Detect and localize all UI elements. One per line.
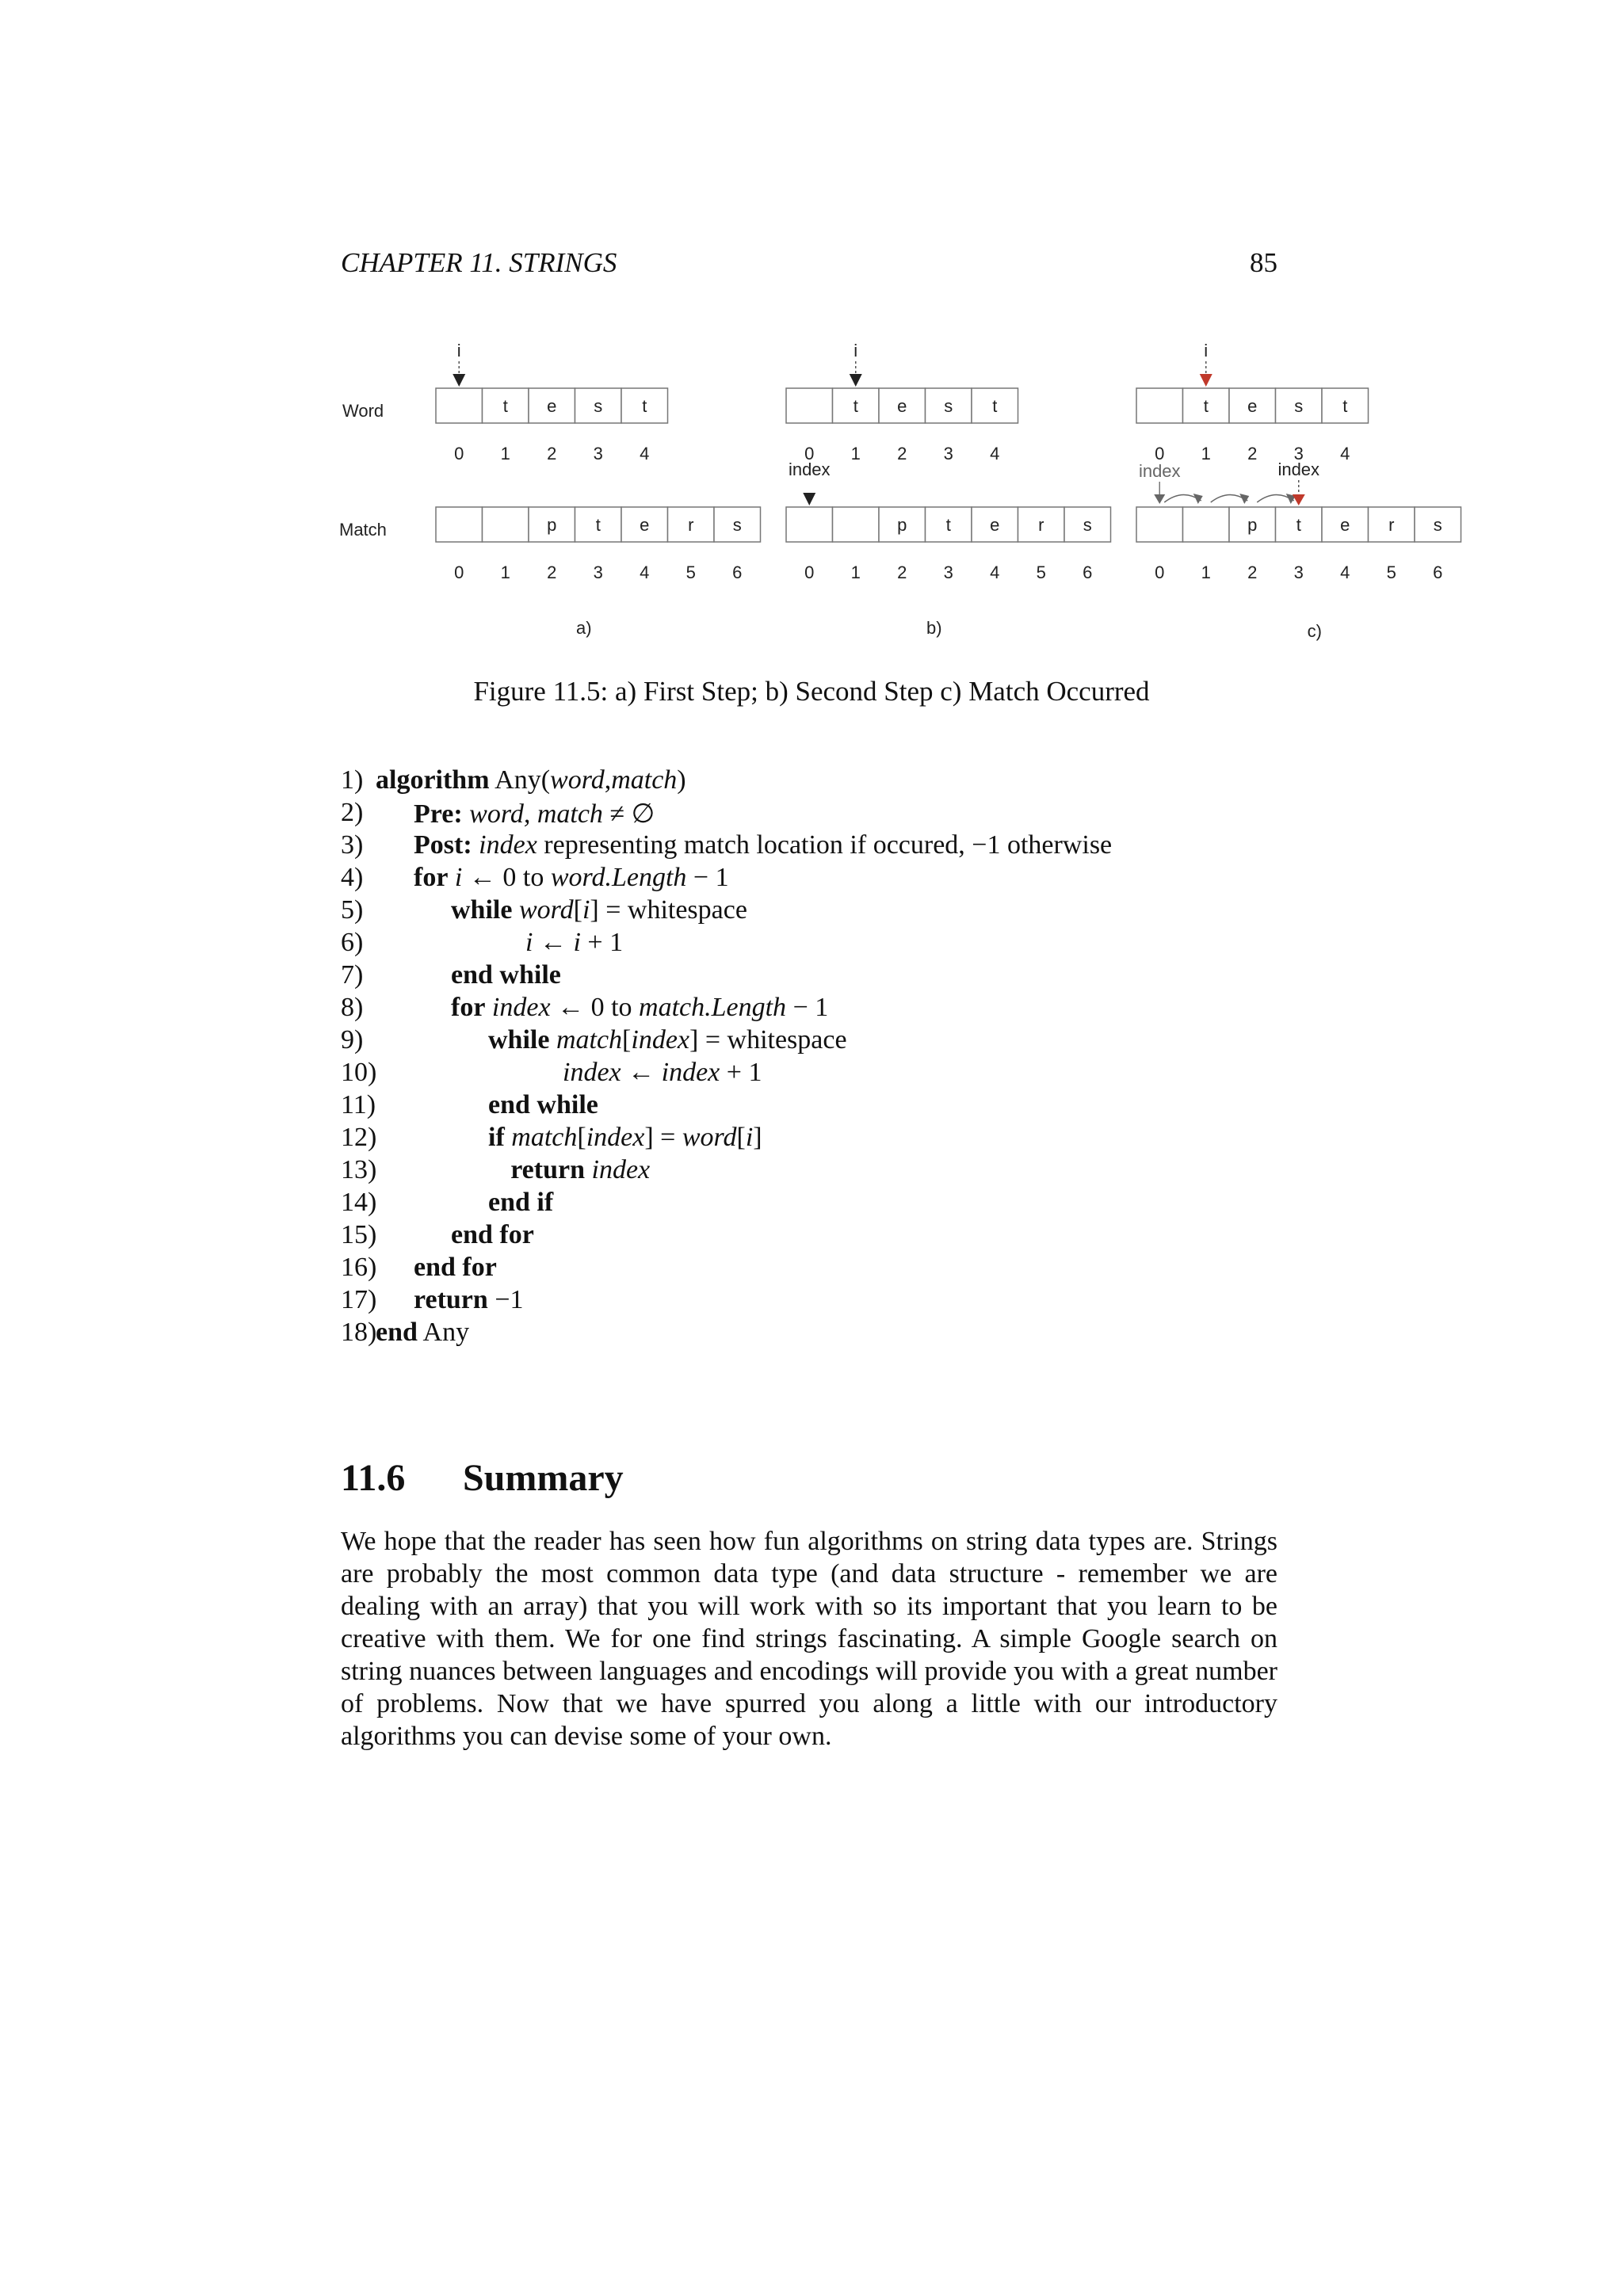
section-heading [341,1456,624,1500]
math-variable: index [591,1155,651,1184]
math-variable: word, match [469,799,603,829]
match-index-label: 1 [1201,563,1211,582]
algorithm-line [341,960,1371,993]
code-text: representing match location if occured, −1 otherwise [537,830,1113,860]
panel-label: b) [926,618,942,638]
code-text: Any [417,1318,470,1347]
algorithm-line [341,1090,1371,1123]
algorithm-line [341,1155,1371,1188]
word-row-label: Word [342,401,384,421]
line-text [451,1220,534,1250]
algorithm-line [341,1025,1371,1058]
line-text [414,798,655,830]
word-index-label: 4 [1340,444,1350,463]
i-pointer-label: i [1204,341,1209,360]
algorithm-line [341,1253,1371,1285]
line-number: 14) [341,1188,377,1217]
match-cell-char: t [595,515,601,535]
word-cell [436,388,483,423]
algorithm-listing [341,765,1371,1350]
math-variable: match [556,1025,623,1055]
keyword: if [488,1123,505,1152]
algorithm-line [341,1058,1371,1090]
line-number: 12) [341,1123,377,1152]
math-variable: index [661,1058,720,1087]
word-index-label: 4 [990,444,1000,463]
math-variable: match [511,1123,578,1152]
match-cell-char: t [1296,515,1301,535]
word-index-label: 0 [454,444,464,463]
code-text: [ [573,895,582,925]
i-pointer-arrow [453,374,465,387]
math-variable: index [586,1123,645,1152]
line-text [488,1188,553,1218]
code-text: −1 [487,1285,524,1314]
match-cell-char: e [1340,515,1350,535]
running-header [341,247,1277,287]
line-number: 16) [341,1253,377,1282]
index-pointer-label: index [1277,460,1320,479]
line-number: 7) [341,960,364,990]
line-text [563,1058,762,1088]
keyword: end if [488,1188,554,1217]
chapter-title: CHAPTER 11. STRINGS [341,247,617,278]
word-cell-char: e [897,396,907,416]
algorithm-line [341,1285,1371,1318]
algorithm-line [341,863,1371,895]
math-variable: word [550,765,605,795]
line-number: 6) [341,928,364,957]
code-text: [ [736,1123,746,1152]
math-variable: index [491,993,551,1022]
i-pointer-arrow [1200,374,1212,387]
line-number: 8) [341,993,364,1022]
match-index-label: 0 [454,563,464,582]
word-cell-char: e [1247,396,1258,416]
line-text [414,863,729,893]
code-text: ] = whitespace [590,895,747,925]
math-variable: i [454,863,463,892]
algorithm-line [341,798,1371,830]
line-text [451,960,561,990]
code-text: − 1 [686,863,729,892]
line-text [510,1155,650,1185]
keyword: for [451,993,486,1022]
math-variable: word [518,895,574,925]
match-cell-char: e [640,515,650,535]
index-start-arrow [1154,494,1165,504]
keyword: while [451,895,513,925]
i-pointer-label: i [456,341,461,360]
match-index-label: 2 [897,563,907,582]
summary-paragraph: We hope that the reader has seen how fun algorithms on string data types are. Strings are probably the most common data type (and data structure - remember we are dealing with an array) that you will work with so its important that you learn to be creative with them. We for one find strings fascinating. A simple Google search on string nuances between languages and encodings will provide you with a great number of problems. Now that we have spurred you along a little with our introductory algorithms you can devise some of your own. [341,1527,1277,1751]
match-row-label: Match [339,520,387,540]
word-cell-char: t [1203,396,1209,416]
keyword: Post: [414,830,472,860]
algorithm-line [341,765,1371,798]
i-pointer-label: i [854,341,858,360]
line-number: 4) [341,863,364,892]
panel-label: a) [575,618,592,638]
match-cell [483,507,529,542]
code-text [549,1025,556,1055]
match-index-label: 4 [990,563,1000,582]
keyword: end for [414,1253,497,1282]
word-cell-char: s [594,396,603,416]
word-index-label: 1 [1201,444,1211,463]
page-number: 85 [1250,247,1277,278]
line-text [488,1090,598,1120]
math-variable: index [563,1058,621,1087]
match-cell-char: r [688,515,694,535]
math-variable: i [582,895,590,925]
word-index-label: 4 [640,444,650,463]
match-index-label: 1 [500,563,510,582]
line-text [414,830,1112,860]
line-text [451,895,747,925]
code-text: ← 0 to [550,993,640,1022]
word-cell [786,388,833,423]
index-move-arrowhead [1193,494,1203,504]
panel-label: c) [1307,621,1322,641]
line-number: 2) [341,798,364,827]
code-text: + 1 [720,1058,762,1087]
algorithm-line [341,1123,1371,1155]
match-index-label: 1 [850,563,861,582]
keyword: end for [451,1220,534,1249]
word-cell-char: t [853,396,858,416]
match-index-label: 3 [593,563,603,582]
word-index-label: 2 [897,444,907,463]
algorithm-line [341,1220,1371,1253]
match-cell-char: s [1433,515,1442,535]
math-variable: word [682,1123,737,1152]
match-index-label: 2 [1247,563,1258,582]
match-cell-char: r [1038,515,1044,535]
code-text: [ [577,1123,586,1152]
figure-diagram [333,333,1482,650]
word-index-label: 3 [943,444,953,463]
keyword: while [488,1025,550,1055]
match-cell-char: e [990,515,1000,535]
algorithm-line [341,830,1371,863]
match-cell-char: p [1247,515,1258,535]
match-index-label: 6 [1083,563,1093,582]
figure-caption: Figure 11.5: a) First Step; b) Second Step c) Match Occurred [473,676,1150,707]
math-variable: i [573,928,581,957]
code-text [448,863,455,892]
match-index-label: 2 [547,563,557,582]
line-text [414,1253,497,1283]
code-text: ] = [644,1123,682,1152]
code-text [485,993,492,1022]
match-index-label: 3 [943,563,953,582]
algorithm-line [341,895,1371,928]
line-number: 13) [341,1155,377,1184]
code-text: − 1 [786,993,829,1022]
code-text [463,799,470,829]
code-text [472,830,479,860]
match-index-label: 5 [1036,563,1046,582]
code-text: ] [753,1123,762,1152]
word-cell-char: t [1342,396,1348,416]
index-pointer-arrow [1293,494,1305,505]
match-cell-char: t [945,515,951,535]
i-pointer-arrow [850,374,862,387]
math-variable: index [631,1025,690,1055]
algorithm-line [341,1188,1371,1220]
math-variable: match.Length [639,993,787,1022]
word-index-label: 2 [547,444,557,463]
code-text: ] = whitespace [689,1025,847,1055]
match-cell [833,507,880,542]
line-text [488,1025,847,1055]
match-index-label: 6 [732,563,743,582]
line-number: 17) [341,1285,377,1314]
match-index-label: 3 [1293,563,1304,582]
match-index-label: 5 [685,563,696,582]
word-cell [1136,388,1183,423]
line-number: 18) [341,1318,377,1347]
match-index-label: 4 [640,563,650,582]
section-number: 11.6 [341,1457,406,1499]
match-cell [1136,507,1183,542]
match-index-label: 6 [1433,563,1443,582]
code-text: ← [533,928,574,957]
string-matching-figure [333,333,1482,650]
algorithm-line [341,1318,1371,1350]
line-text [488,1123,762,1153]
word-index-label: 3 [1293,444,1304,463]
keyword: Pre: [414,799,463,829]
match-index-label: 0 [804,563,815,582]
code-text: , [604,765,612,795]
word-cell-char: t [992,396,998,416]
line-text [414,1285,524,1315]
match-cell-char: s [1083,515,1092,535]
keyword: return [510,1155,585,1184]
math-variable: match [611,765,678,795]
word-index-label: 1 [500,444,510,463]
section-title: Summary [463,1457,624,1499]
index-start-label: index [1138,461,1181,481]
line-text [376,1318,469,1348]
index-pointer-label: index [788,460,831,479]
line-number: 10) [341,1058,377,1087]
code-text: ← [621,1058,662,1087]
word-index-label: 1 [850,444,861,463]
match-cell-char: p [897,515,907,535]
math-variable: word.Length [550,863,687,892]
match-index-label: 0 [1155,563,1165,582]
word-cell-char: t [642,396,647,416]
line-number: 9) [341,1025,364,1055]
code-text: ) [677,765,686,795]
math-variable: i [745,1123,754,1152]
match-cell-char: p [547,515,557,535]
keyword: end while [451,960,561,990]
algorithm-line [341,928,1371,960]
word-cell-char: t [502,396,508,416]
word-index-label: 3 [593,444,603,463]
word-index-label: 0 [804,444,815,463]
match-cell [786,507,833,542]
line-number: 3) [341,830,364,860]
match-cell [1183,507,1230,542]
math-variable: index [479,830,537,860]
keyword: algorithm [376,765,490,795]
word-index-label: 2 [1247,444,1258,463]
line-text [451,993,828,1023]
match-cell [436,507,483,542]
code-text [585,1155,592,1184]
code-text: [ [622,1025,632,1055]
keyword: end while [488,1090,598,1119]
match-index-label: 5 [1386,563,1396,582]
code-text: Any( [489,765,551,795]
line-number: 1) [341,765,364,795]
index-pointer-arrow [803,493,815,505]
line-number: 15) [341,1220,377,1249]
line-text [376,765,686,795]
match-cell-char: r [1388,515,1395,535]
line-number: 5) [341,895,364,925]
code-text: ← 0 to [462,863,551,892]
code-text: + 1 [580,928,624,957]
keyword: return [414,1285,488,1314]
algorithm-line [341,993,1371,1025]
code-text: ≠ ∅ [602,799,655,829]
keyword: end [376,1318,418,1347]
index-move-arrowhead [1239,494,1249,504]
match-cell-char: s [732,515,742,535]
code-text [505,1123,512,1152]
line-number: 11) [341,1090,376,1119]
math-variable: i [525,928,533,957]
keyword: for [414,863,449,892]
word-cell-char: e [547,396,557,416]
line-text [525,928,623,958]
word-index-label: 0 [1155,444,1165,463]
match-index-label: 4 [1340,563,1350,582]
word-cell-char: s [944,396,953,416]
code-text [512,895,519,925]
word-cell-char: s [1294,396,1304,416]
